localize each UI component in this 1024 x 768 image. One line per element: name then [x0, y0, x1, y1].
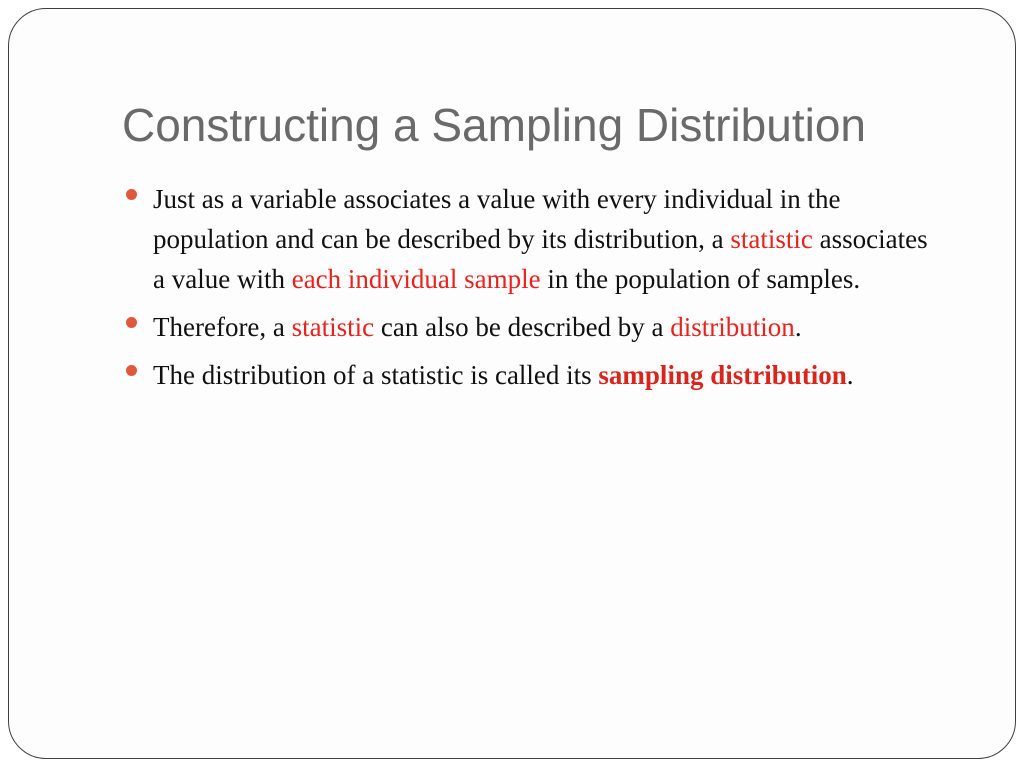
text-segment: associates a value with: [153, 224, 928, 294]
bullet-text: [153, 312, 802, 342]
bullet-text: [153, 360, 854, 390]
highlight-term-each-individual-sample: each individual sample: [291, 264, 541, 294]
bullet-item: [126, 179, 941, 299]
slide-title: Constructing a Sampling Distribution: [122, 99, 867, 151]
bullet-dot-icon: [126, 365, 137, 376]
text-segment: .: [846, 360, 854, 390]
bullet-text: [153, 184, 928, 294]
text-segment: Therefore, a: [153, 312, 292, 342]
text-segment: in the population of samples.: [540, 264, 861, 294]
highlight-term-statistic: statistic: [291, 312, 375, 342]
highlight-term-distribution: distribution: [670, 312, 795, 342]
bullet-dot-icon: [126, 189, 137, 200]
text-segment: can also be described by a: [374, 312, 671, 342]
text-segment: Just as a variable associates a value with every individual in the population and can be described by its distribution, a: [153, 184, 841, 254]
highlight-term-statistic: statistic: [730, 224, 813, 254]
bullet-list: [126, 179, 941, 403]
highlight-term-sampling-distribution: sampling distribution: [598, 360, 847, 390]
bullet-item: [126, 307, 941, 347]
text-segment: .: [794, 312, 802, 342]
text-segment: The distribution of a statistic is called its: [153, 360, 599, 390]
bullet-dot-icon: [126, 317, 137, 328]
slide-frame: [8, 8, 1016, 759]
bullet-item: [126, 355, 941, 395]
